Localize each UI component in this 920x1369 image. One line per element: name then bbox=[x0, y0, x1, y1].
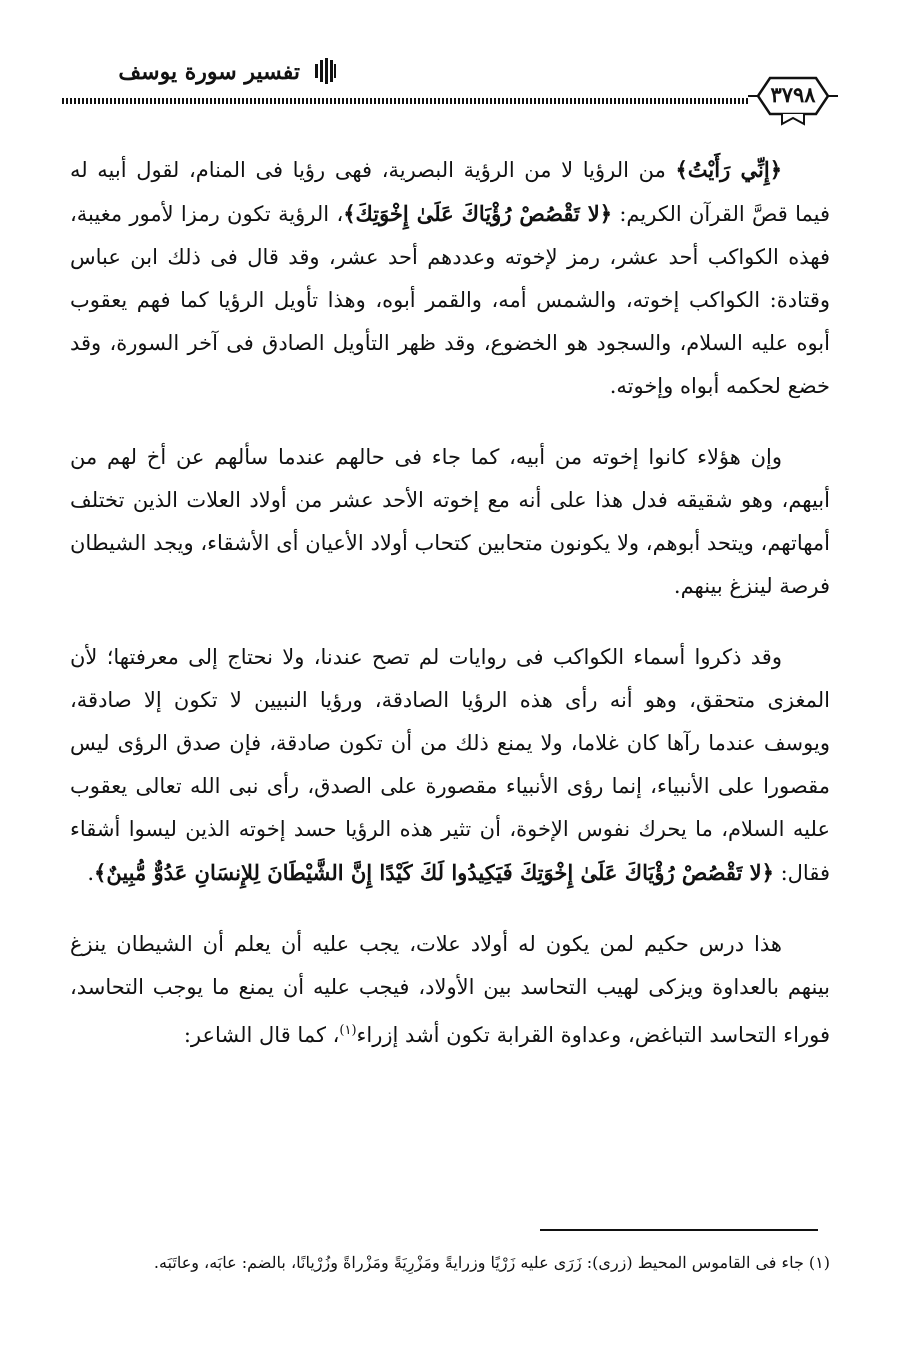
header-rule bbox=[62, 98, 750, 104]
quran-quote: ﴿إِنِّي رَأَيْتُ﴾ bbox=[675, 157, 783, 182]
footnote-separator bbox=[540, 1229, 818, 1231]
paragraph-text: هذا درس حكيم لمن يكون له أولاد علات، يجب عليه أن يعلم أن الشيطان ينزغ بينهم بالعداوة ويزكى لهيب التحاسد بين الأولاد، فيجب عليه أن يمنع ما يوجب التحاسد، فوراء التحاسد التباغض، وعداوة القرابة تكون أشد إزراء bbox=[70, 932, 830, 1047]
bullet-ornament-icon bbox=[313, 56, 337, 86]
paragraph-text: . bbox=[87, 861, 95, 885]
paragraph-text: ، الرؤية تكون رمزا لأمور مغيبة، فهذه الكواكب أحد عشر، رمز لإخوته وعددهم أحد عشر، وقد قال فى ذلك ابن عباس وقتادة: الكواكب إخوته، والشمس أمه، والقمر أبوه، وهذا تأويل الرؤيا كما فهم يعقوب أبوه عليه السلام، والسجود هو الخضوع، وقد ظهر التأويل الصادق فى آخر السورة، وقد خضع لحكمه أبواه وإخوته. bbox=[70, 202, 830, 398]
quran-quote: ﴿لا تَقْصُصْ رُؤْيَاكَ عَلَىٰ إِخْوَتِكَ﴾ bbox=[343, 201, 613, 226]
paragraph-3 bbox=[70, 636, 830, 895]
paragraph-text: من الرؤيا لا من الرؤية البصرية، فهى رؤيا فى المنام، لقول أبيه له فيما قصَّ القرآن الكريم: bbox=[70, 158, 830, 226]
paragraph-text: وقد ذكروا أسماء الكواكب فى روايات لم تصح عندنا، ولا نحتاج إلى معرفتها؛ لأن المغزى متحقق، وهو أنه رأى هذه الرؤيا الصادقة، ورؤيا النبيين لا تكون إلا صادقة، ويوسف عندما رآها كان غلاما، ولا يمنع ذلك من أن تكون صادقة، فإن صدق الرؤى ليس مقصورا على الأنبياء، إنما رؤى الأنبياء مقصورة على الصدق، رأى نبى الله تعالى يعقوب عليه السلام، ما يحرك نفوس الإخوة، أن تثير هذه الرؤيا حسد إخوته الذين ليسوا أشقاء فقال: bbox=[70, 645, 830, 885]
running-title: تفسير سورة يوسف bbox=[118, 59, 300, 85]
paragraph-2: وإن هؤلاء كانوا إخوته من أبيه، كما جاء فى حالهم عندما سألهم عن أخ لهم من أبيهم، وهو شقيقه فدل هذا على أنه مع إخوته الأحد عشر من أولاد العلات الذين تختلف أمهاتهم، ويتحد أبوهم، ولا يكونون متحابين كتحاب أولاد الأعيان أى الأشقاء، ويجد الشيطان فرصة لينزغ بينهم. bbox=[70, 445, 830, 598]
quran-quote: ﴿لا تَقْصُصْ رُؤْيَاكَ عَلَىٰ إِخْوَتِكَ فَيَكِيدُوا لَكَ كَيْدًا إِنَّ الشَّيْطَانَ لِلإِنسَانِ عَدُوٌّ مُّبِينٌ﴾ bbox=[94, 860, 774, 885]
paragraph-text: ، كما قال الشاعر: bbox=[183, 1023, 340, 1047]
paragraph-1 bbox=[70, 148, 830, 408]
footnote-reference[interactable]: (١) bbox=[339, 1023, 357, 1038]
footnote: (١) جاء فى القاموس المحيط (زرى): زَرَى عليه زَرْيًا وزرايةً ومَزْرِيَةً ومَزْراةً وزُرْيانًا، بالضم: عابَه، وعاتَبَه. bbox=[153, 1253, 830, 1272]
paragraph-4 bbox=[70, 923, 830, 1057]
body-text bbox=[70, 148, 830, 1057]
page-number: ٣٧٩٨ bbox=[770, 82, 816, 107]
